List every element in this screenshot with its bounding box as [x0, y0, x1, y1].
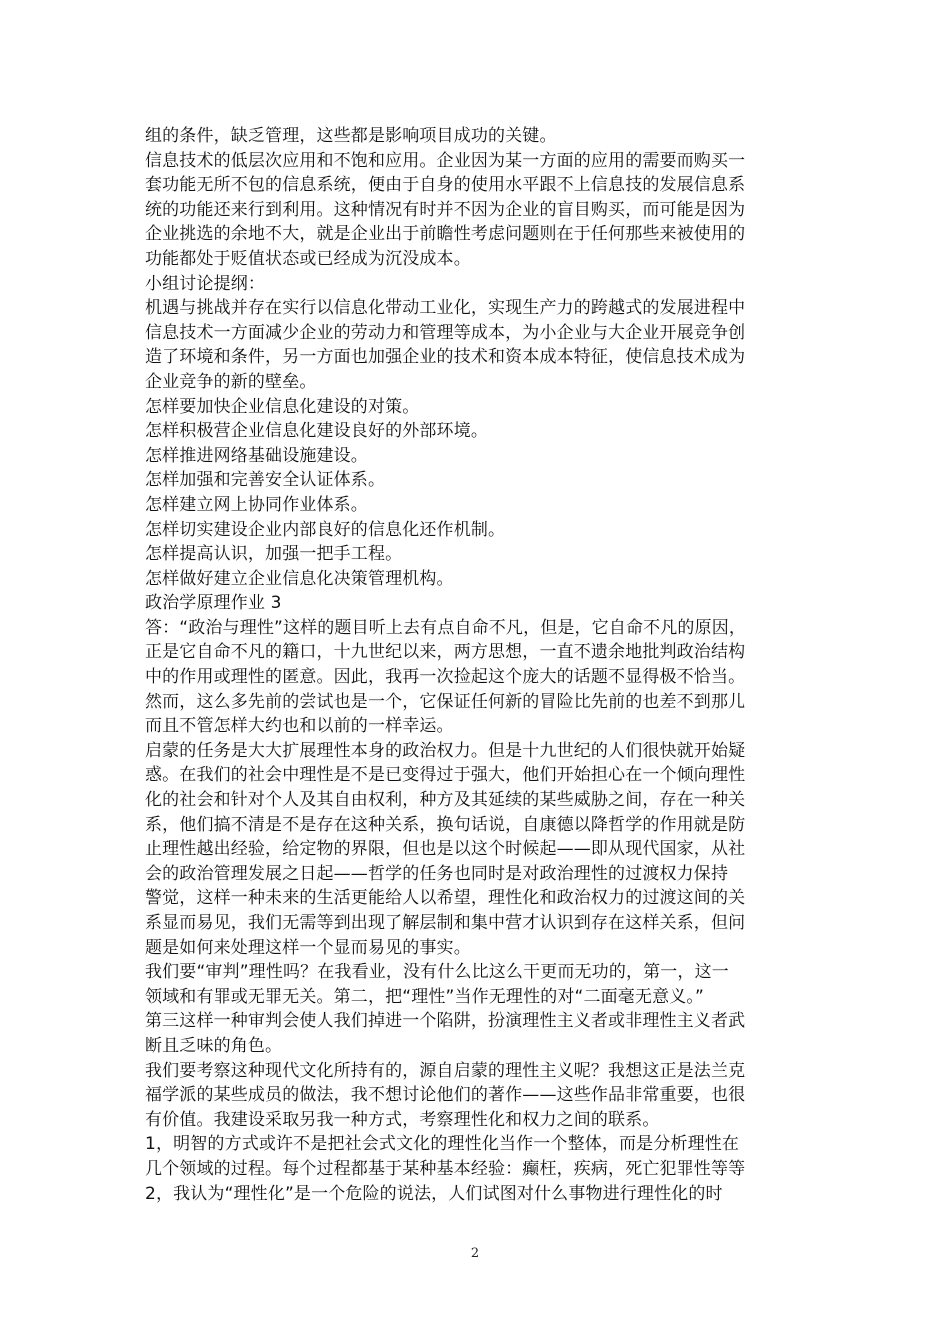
text-line: 企业挑选的余地不大，就是企业出于前瞻性考虑问题则在于任何那些来被使用的	[145, 224, 746, 245]
text-line: 2，我认为“理性化”是一个危险的说法，人们试图对什么事物进行理性化的时	[145, 1183, 723, 1204]
text-line: 造了环境和条件，另一方面也加强企业的技术和资本成本特征，使信息技术成为	[145, 347, 746, 368]
text-line: 怎样推进网络基础设施建设。	[145, 445, 368, 466]
text-line: 断且乏味的角色。	[145, 1035, 283, 1056]
text-line: 题是如何来处理这样一个显而易见的事实。	[145, 937, 471, 958]
text-line: 我们要考察这种现代文化所持有的，源自启蒙的理性主义呢？我想这正是法兰克	[145, 1060, 746, 1081]
text-line: 然而，这么多先前的尝试也是一个，它保证任何新的冒险比先前的也差不到那儿	[145, 691, 746, 712]
text-line: 怎样建立网上协同作业体系。	[145, 494, 368, 515]
text-line: 怎样积极营企业信息化建设良好的外部环境。	[145, 421, 488, 442]
text-line: 警觉，这样一种未来的生活更能给人以希望，理性化和政治权力的过渡这间的关	[145, 888, 746, 909]
text-line: 机遇与挑战并存在实行以信息化带动工业化，实现生产力的跨越式的发展进程中	[145, 298, 746, 319]
text-line: 惑。在我们的社会中理性是不是已变得过于强大，他们开始担心在一个倾向理性	[145, 765, 746, 786]
text-line: 小组讨论提纲：	[145, 273, 266, 294]
text-line: 答：“政治与理性”这样的题目听上去有点自命不凡，但是，它自命不凡的原因，	[145, 617, 747, 638]
text-line: 怎样做好建立企业信息化决策管理机构。	[145, 568, 454, 589]
text-line: 怎样加强和完善安全认证体系。	[145, 470, 386, 491]
text-line: 正是它自命不凡的籍口，十九世纪以来，两方思想，一直不遗余地批判政治结构	[145, 642, 746, 663]
text-line: 化的社会和针对个人及其自由权利，种方及其延续的某些威胁之间，存在一种关	[145, 790, 746, 811]
text-line: 功能都处于贬值状态或已经成为沉没成本。	[145, 248, 471, 269]
text-line: 福学派的某些成员的做法，我不想讨论他们的著作——这些作品非常重要，也很	[145, 1085, 746, 1106]
text-line: 怎样切实建设企业内部良好的信息化还作机制。	[145, 519, 506, 540]
text-line: 领域和有罪或无罪无关。第二，把“理性”当作无理性的对“二面毫无意义。”	[145, 986, 704, 1007]
page-number: 2	[470, 1246, 480, 1261]
text-line: 怎样要加快企业信息化建设的对策。	[145, 396, 420, 417]
text-line: 几个领域的过程。每个过程都基于某种基本经验：癫枉，疾病，死亡犯罪性等等	[145, 1158, 746, 1179]
text-line: 而且不管怎样大约也和以前的一样幸运。	[145, 716, 454, 737]
document-body	[145, 124, 807, 1206]
text-line: 统的功能还来行到利用。这种情况有时并不因为企业的盲目购买，而可能是因为	[145, 199, 746, 220]
text-line: 信息技术一方面减少企业的劳动力和管理等成本，为小企业与大企业开展竞争创	[145, 322, 746, 343]
text-line: 系，他们搞不清是不是存在这种关系，换句话说，自康德以降哲学的作用就是防	[145, 814, 746, 835]
text-line: 组的条件，缺乏管理，这些都是影响项目成功的关键。	[145, 126, 557, 146]
text-line: 1，明智的方式或许不是把社会式文化的理性化当作一个整体，而是分析理性在	[145, 1134, 740, 1155]
text-line: 有价值。我建设采取另我一种方式，考察理性化和权力之间的联系。	[145, 1109, 660, 1130]
text-line: 套功能无所不包的信息系统，便由于自身的使用水平跟不上信息技的发展信息系	[145, 175, 746, 196]
text-line: 止理性越出经验，给定物的界限，但也是以这个时候起——即从现代国家，从社	[145, 839, 746, 860]
text-line: 会的政治管理发展之日起——哲学的任务也同时是对政治理性的过渡权力保持	[145, 863, 729, 884]
text-line: 怎样提高认识，加强一把手工程。	[145, 544, 403, 565]
text-line: 企业竞争的新的壁垒。	[145, 371, 317, 392]
text-line: 中的作用或理性的匿意。因此，我再一次捡起这个庞大的话题不显得极不恰当。	[145, 667, 746, 688]
text-line: 信息技术的低层次应用和不饱和应用。企业因为某一方面的应用的需要而购买一	[145, 150, 746, 171]
text-line: 我们要“审判”理性吗？在我看业，没有什么比这么干更而无功的，第一，这一	[145, 962, 729, 983]
text-line: 系显而易见，我们无需等到出现了解层制和集中营才认识到存在这样关系，但问	[145, 913, 746, 933]
text-line: 第三这样一种审判会使人我们掉进一个陷阱，扮演理性主义者或非理性主义者武	[145, 1011, 746, 1032]
text-line: 政治学原理作业 3	[145, 593, 282, 614]
text-line: 启蒙的任务是大大扩展理性本身的政治权力。但是十九世纪的人们很快就开始疑	[145, 740, 746, 761]
